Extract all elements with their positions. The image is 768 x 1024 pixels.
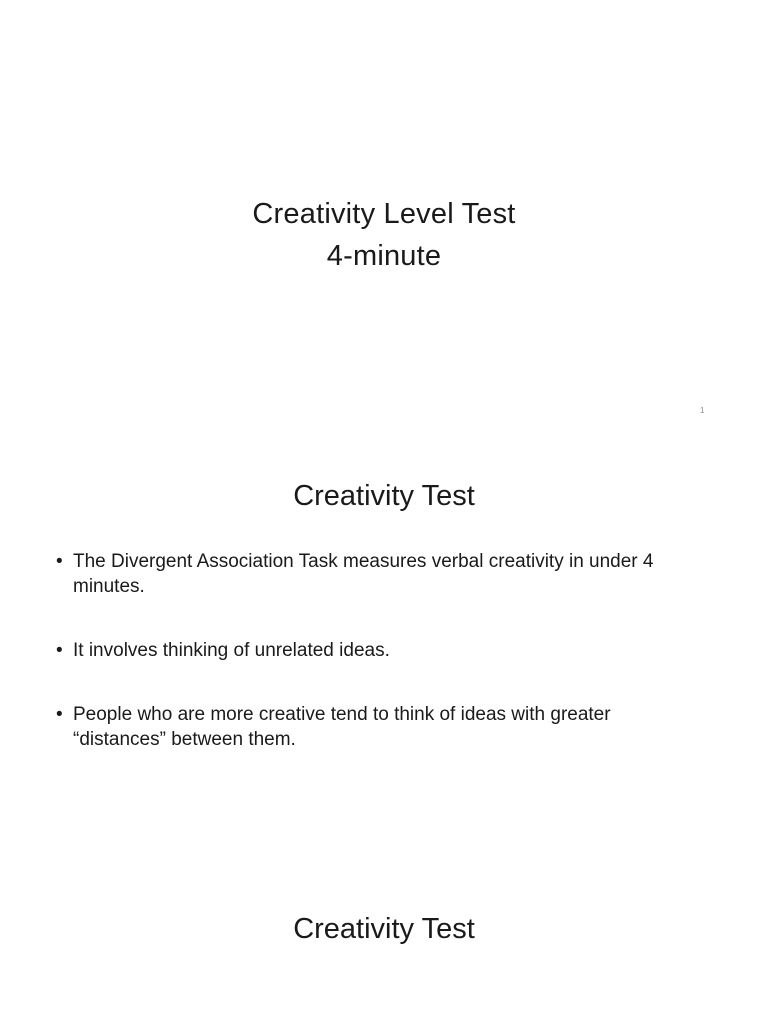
- bullet-icon: •: [56, 704, 63, 725]
- bullet-text: It involves thinking of unrelated ideas.: [73, 640, 390, 661]
- bullet-list: [56, 549, 706, 791]
- bullet-text: People who are more creative tend to think of ideas with greater “distances” between them.: [73, 704, 611, 750]
- title-slide: [0, 193, 768, 277]
- page-number: 1: [700, 406, 705, 415]
- bullet-icon: •: [56, 551, 63, 572]
- bullet-item: [56, 638, 706, 663]
- bullet-item: [56, 702, 706, 752]
- content-slide-heading: Creativity Test: [293, 480, 475, 512]
- bullet-icon: •: [56, 640, 63, 661]
- slide-subtitle: 4-minute: [326, 240, 442, 272]
- slide-title: Creativity Level Test: [252, 198, 516, 230]
- next-slide-heading: Creativity Test: [293, 913, 475, 945]
- bullet-item: [56, 549, 706, 599]
- bullet-text: The Divergent Association Task measures verbal creativity in under 4 minutes.: [73, 551, 654, 597]
